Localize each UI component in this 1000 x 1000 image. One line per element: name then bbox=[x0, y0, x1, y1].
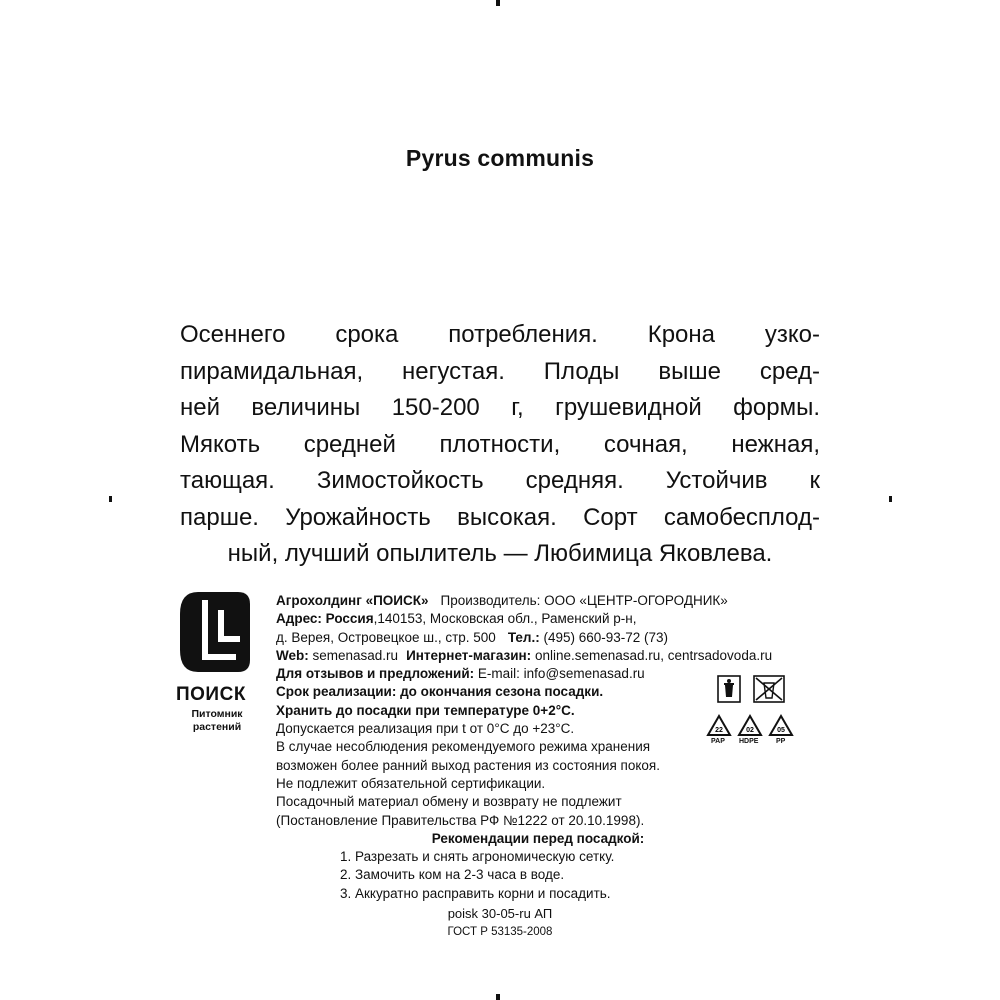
species-name: Pyrus communis bbox=[405, 145, 595, 171]
crop-mark-bottom bbox=[496, 994, 500, 1000]
crop-mark-top bbox=[496, 0, 500, 6]
feedback-label: Для отзывов и предложений: bbox=[276, 666, 475, 682]
web-url: semenasad.ru bbox=[312, 647, 399, 663]
trash-bin-icon bbox=[718, 676, 740, 702]
storage-warning: В случае несоблюдения рекомендуемого режима хранения bbox=[276, 739, 651, 755]
sale-temperature: Допускается реализация при t от 0°С до +23°С. bbox=[276, 721, 575, 737]
gost-standard: ГОСТ Р 53135-2008 bbox=[447, 926, 553, 938]
logo-name: ПОИСК bbox=[176, 684, 246, 705]
logo-subtitle-line: растений bbox=[192, 721, 242, 733]
holding-line bbox=[276, 592, 836, 610]
address-country: Россия bbox=[325, 611, 374, 627]
address-text-2: д. Верея, Островецкое ш., стр. 500 bbox=[276, 629, 496, 645]
recommendations-title: Рекомендации перед посадкой: bbox=[431, 831, 645, 846]
recycle-label-pp: PP bbox=[776, 738, 786, 745]
address-text: ,140153, Московская обл., Раменский р-н, bbox=[373, 611, 637, 627]
address-line-2 bbox=[276, 629, 836, 647]
recommendation-step: 2. Замочить ком на 2-3 часа в воде. bbox=[340, 867, 565, 883]
recycle-code-pp: 05 bbox=[777, 727, 785, 734]
logo-subtitle bbox=[172, 708, 262, 734]
description-line: Осеннего срока потребления. Крона узко- bbox=[180, 321, 820, 348]
crop-mark-right bbox=[889, 496, 892, 502]
storage-warning: возможен более ранний выход растения из состояния покоя. bbox=[276, 757, 660, 773]
crop-mark-left bbox=[109, 496, 112, 502]
tel-label: Тел.: bbox=[507, 629, 540, 645]
return-policy: Посадочный материал обмену и возврату не подлежит bbox=[276, 794, 622, 810]
description-line: пирамидальная, негустая. Плоды выше сред- bbox=[180, 357, 820, 385]
recycle-label-pap: PAP bbox=[711, 738, 725, 745]
logo-subtitle-line: Питомник bbox=[191, 708, 243, 720]
article-code: poisk 30-05-ru АП bbox=[447, 906, 553, 921]
recycle-code-pap: 22 bbox=[715, 727, 723, 734]
storage-condition: Хранить до посадки при температуре 0+2°С. bbox=[276, 702, 575, 718]
recommendation-step: 1. Разрезать и снять агрономическую сетку. bbox=[340, 849, 615, 864]
recycle-label-hdpe: HDPE bbox=[739, 738, 759, 745]
description-line: Мякоть средней плотности, сочная, нежная, bbox=[180, 430, 820, 458]
web-line bbox=[276, 647, 836, 665]
poisk-logo bbox=[168, 588, 264, 734]
description-line: ней величины 150-200 г, грушевидной формы. bbox=[180, 394, 820, 421]
description-line: ный, лучший опылитель — Любимица Яковлева. bbox=[227, 540, 773, 567]
tel-number: (495) 660-93-72 (73) bbox=[543, 629, 669, 645]
feedback-email: E-mail: info@semenasad.ru bbox=[477, 666, 645, 682]
holding-name: Агрохолдинг «ПОИСК» bbox=[276, 593, 429, 608]
address-line bbox=[276, 610, 836, 628]
planting-recommendations bbox=[276, 830, 800, 903]
description-line: тающая. Зимостойкость средняя. Устойчив к bbox=[180, 467, 820, 494]
shop-label: Интернет-магазин: bbox=[406, 647, 532, 663]
poisk-logo-icon bbox=[176, 588, 254, 676]
shop-urls: online.semenasad.ru, centrsadovoda.ru bbox=[534, 647, 773, 663]
web-label: Web: bbox=[276, 647, 309, 663]
variety-description bbox=[180, 317, 820, 573]
description-line: парше. Урожайность высокая. Сорт самобесплод- bbox=[180, 503, 820, 531]
shelf-life: Срок реализации: до окончания сезона посадки. bbox=[276, 684, 604, 700]
return-policy: (Постановление Правительства РФ №1222 от 20.10.1998). bbox=[276, 812, 645, 828]
certification-note: Не подлежит обязательной сертификации. bbox=[276, 775, 546, 791]
recycle-code-hdpe: 02 bbox=[746, 727, 754, 734]
recommendation-step: 3. Аккуратно расправить корни и посадить. bbox=[340, 885, 611, 901]
producer-name: Производитель: ООО «ЦЕНТР-ОГОРОДНИК» bbox=[440, 593, 728, 608]
crossed-bin-icon bbox=[754, 676, 784, 702]
address-label: Адрес: bbox=[276, 611, 322, 627]
